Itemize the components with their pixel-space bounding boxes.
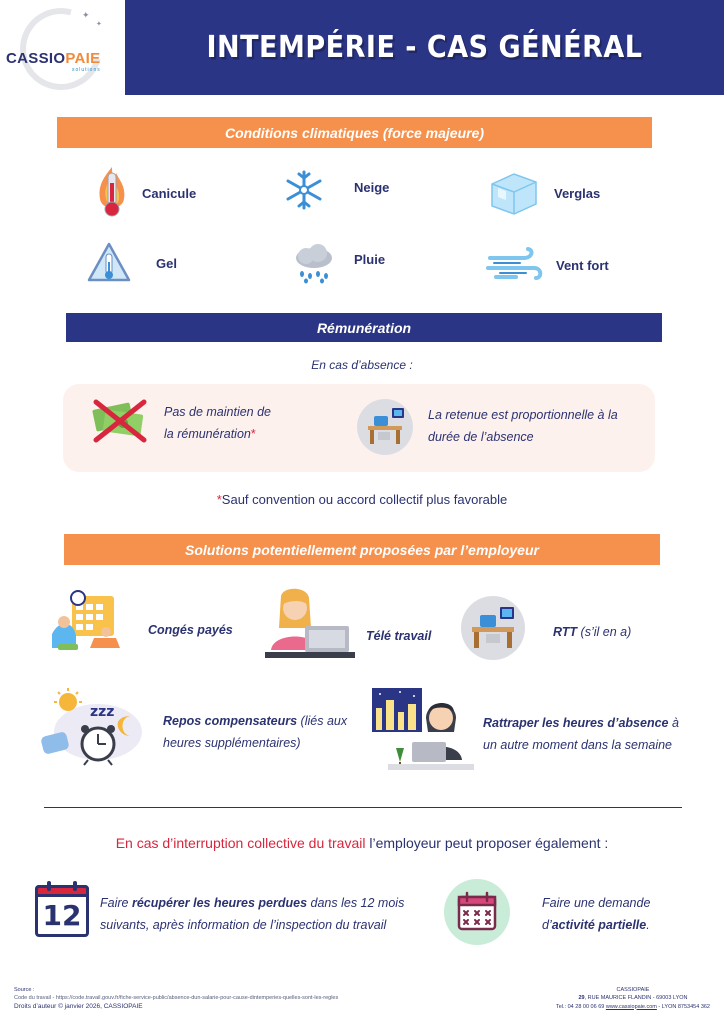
empty-desk-icon: [460, 595, 526, 661]
partial-activity-icon: [444, 879, 510, 945]
calendar-check-icon: [444, 879, 510, 945]
source-link[interactable]: Code du travail - https://code.travail.gouv.fr/fiche-service-public/absence-dun-salarie-pour-cause-dintemperies-quelles-sont-les-regles: [14, 995, 339, 1002]
sparkle-icon: ✦: [82, 10, 90, 20]
header-bar: [125, 0, 724, 95]
solution-rattraper: Rattraper les heures d’absence à un autre moment dans la semaine: [483, 716, 679, 752]
remuneration-left-text: Pas de maintien de la rémunération*: [164, 405, 272, 441]
teleworking-person-icon: [265, 588, 355, 664]
calendar-icon: [35, 881, 89, 937]
condition-gel: [86, 240, 177, 286]
condition-canicule: [94, 165, 196, 221]
wind-icon: [486, 246, 544, 284]
vacation-calendar-icon: [50, 588, 124, 654]
rain-cloud-icon: [292, 244, 336, 284]
logo-text: CASSIOPAIE: [6, 50, 101, 67]
snowflake-icon: [284, 170, 324, 210]
divider: [44, 807, 682, 808]
calendar-number: 12: [42, 899, 82, 932]
absence-intro: En cas d’absence :: [311, 358, 413, 372]
sparkle-icon: ✦: [96, 21, 102, 28]
footer-copyright: Droits d’auteur © janvier 2026, CASSIOPAIE: [14, 1003, 143, 1010]
logo: [0, 0, 125, 95]
logo-subtitle: solutions: [72, 67, 101, 73]
ice-cube-icon: [484, 170, 542, 216]
condition-label: Vent fort: [556, 257, 609, 273]
condition-label: Pluie: [354, 251, 386, 267]
website-link[interactable]: www.cassiopaie.com: [605, 1003, 657, 1010]
condition-label: Verglas: [554, 185, 601, 201]
page-title: INTEMPÉRIE - CAS GÉNÉRAL: [206, 30, 643, 65]
condition-label: Canicule: [142, 185, 197, 201]
interruption-right-text: Faire une demande d’activité partielle.: [542, 896, 651, 932]
interruption-heading: En cas d’interruption collective du travail l’employeur peut proposer également :: [115, 835, 609, 851]
condition-label: Neige: [354, 179, 390, 195]
condition-vent-fort: [486, 246, 609, 284]
night-work-person-icon: [370, 686, 476, 772]
footer-source: Source : Code du travail - https://code.travail.gouv.fr/fiche-service-public/absence-dun-salarie-pour-cause-dintemperies-quelles-sont-les-regles: [14, 987, 339, 1002]
interruption-left-text: Faire récupérer les heures perdues dans les 12 mois suivants, après information de l’inspection du travail: [100, 896, 405, 932]
solution-repos: Repos compensateurs (liés aux heures supplémentaires): [163, 714, 348, 750]
section-remuneration-title: Rémunération: [66, 313, 662, 342]
condition-verglas: [484, 170, 600, 216]
footer-address: CASSIOPAIE 29, RUE MAURICE FLANDIN - 69003 LYON Tel.: 04 28 00 06 69 www.cassiopaie.com - LYON 8753454 362: [556, 987, 710, 1010]
empty-desk-icon: [356, 398, 414, 456]
svg-text:zzz: zzz: [90, 704, 115, 720]
section-solutions-title: Solutions potentiellement proposées par l’employeur: [64, 534, 660, 565]
remuneration-note: *Sauf convention ou accord collectif plus favorable: [216, 492, 508, 507]
frost-warning-icon: [86, 240, 132, 286]
crossed-money-icon: [90, 398, 152, 444]
remuneration-right-text: La retenue est proportionnelle à la durée de l’absence: [428, 408, 618, 444]
thermometer-fire-icon: [94, 165, 130, 221]
condition-pluie: [292, 244, 385, 284]
section-conditions-title: Conditions climatiques (force majeure): [57, 117, 652, 148]
solution-teletravail: Télé travail: [366, 629, 432, 643]
rest-sleep-icon: [38, 688, 146, 768]
solution-conges: Congés payés: [148, 623, 233, 637]
condition-neige: [284, 170, 389, 210]
condition-label: Gel: [156, 255, 177, 271]
solution-rtt: RTT (s’il en a): [553, 625, 632, 639]
